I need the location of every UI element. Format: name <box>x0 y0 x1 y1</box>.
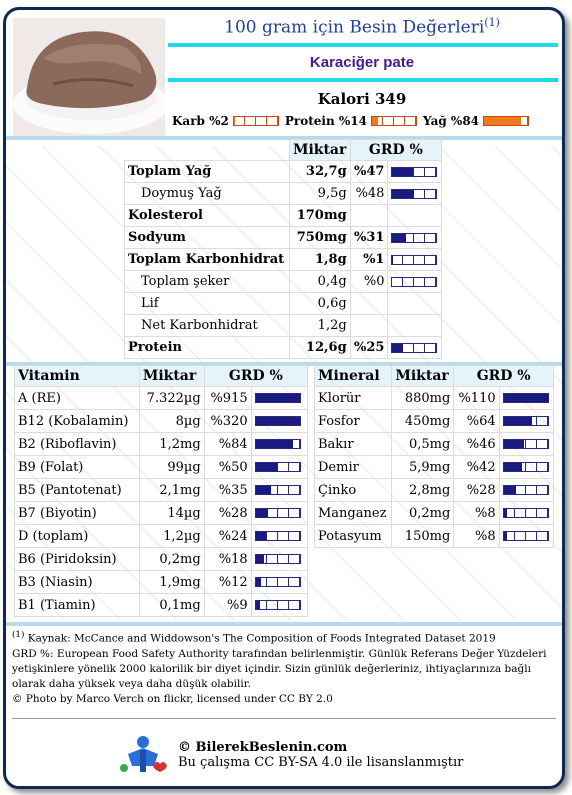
table-row <box>15 502 308 525</box>
nutrient-pct: %31 <box>350 227 388 249</box>
table-row <box>315 433 554 456</box>
nutrient-amount: 150mg <box>392 525 454 548</box>
nutrient-amount: 0,4g <box>289 271 350 293</box>
macro-label: Yağ %84 <box>422 114 480 128</box>
nutrient-name: Toplam Karbonhidrat <box>125 249 290 271</box>
nutrient-amount: 7.322µg <box>139 387 204 410</box>
grd-bar <box>255 577 301 587</box>
nutrient-pct: %47 <box>350 161 388 183</box>
nutrient-name: B9 (Folat) <box>15 456 140 479</box>
table-row <box>15 548 308 571</box>
nutrient-bar-cell <box>251 479 307 502</box>
nutrient-bar-cell <box>251 594 307 617</box>
grd-bar <box>255 462 301 472</box>
nutrient-bar-cell <box>499 525 553 548</box>
table-row <box>15 525 308 548</box>
grd-bar <box>391 255 437 265</box>
nutrient-bar-cell <box>499 456 553 479</box>
nutrient-name: B6 (Piridoksin) <box>15 548 140 571</box>
nutrient-amount: 0,2mg <box>392 502 454 525</box>
col-vitamin: Vitamin <box>15 366 140 387</box>
nutrient-bar-cell <box>388 315 442 337</box>
nutrient-bar-cell <box>499 410 553 433</box>
grd-note: GRD %: European Food Safety Authority tarafından belirlenmiştir. Günlük Referans Değer Yüzdeleri yetişkinlere yönelik 2000 kalorilik bir diyet içindir. Sizin günlük değerleriniz, ihtiyaçlarınıza bağlı olarak daha yüksek veya daha düşük olabilir. <box>12 647 547 690</box>
nutrient-name: Çinko <box>315 479 392 502</box>
grd-bar <box>391 189 437 199</box>
nutrient-name: B3 (Niasin) <box>15 571 140 594</box>
macro-bar <box>483 116 529 126</box>
nutrient-pct: %84 <box>204 433 251 456</box>
nutrient-amount: 99µg <box>139 456 204 479</box>
macro-bar <box>233 116 279 126</box>
nutrient-pct: %110 <box>454 387 499 410</box>
nutrient-name: Demir <box>315 456 392 479</box>
grd-bar <box>255 439 301 449</box>
grd-bar <box>391 343 437 353</box>
nutrient-name: D (toplam) <box>15 525 140 548</box>
macro-item <box>285 114 417 128</box>
nutrient-name: B5 (Pantotenat) <box>15 479 140 502</box>
nutrient-name: A (RE) <box>15 387 140 410</box>
nutrient-name: Net Karbonhidrat <box>125 315 290 337</box>
license-text: Bu çalışma CC BY-SA 4.0 ile lisanslanmıştır <box>178 755 464 770</box>
grd-bar <box>255 416 301 426</box>
nutrient-pct <box>350 293 388 315</box>
nutrient-name: Bakır <box>315 433 392 456</box>
food-underline <box>168 78 558 82</box>
grd-bar <box>255 508 301 518</box>
page-title: 100 gram için Besin Değerleri$^{(1)}$ <box>224 16 500 38</box>
nutrient-amount: 1,2g <box>289 315 350 337</box>
table-row <box>125 161 442 183</box>
main-nutrient-table <box>124 139 442 359</box>
table-row <box>125 337 442 359</box>
table-row <box>315 525 554 548</box>
nutrient-name: B1 (Tiamin) <box>15 594 140 617</box>
table-row <box>315 502 554 525</box>
table-row <box>15 387 308 410</box>
nutrient-amount: 0,6g <box>289 293 350 315</box>
nutrient-amount: 1,8g <box>289 249 350 271</box>
nutrient-bar-cell <box>388 337 442 359</box>
nutrient-amount: 0,2mg <box>139 548 204 571</box>
nutrient-name: B7 (Biyotin) <box>15 502 140 525</box>
nutrient-pct: %28 <box>204 502 251 525</box>
nutrient-bar-cell <box>251 433 307 456</box>
nutrient-bar-cell <box>388 205 442 227</box>
nutrient-bar-cell <box>388 161 442 183</box>
grd-bar <box>255 600 301 610</box>
food-name: Karaciğer pate <box>309 54 415 71</box>
mineral-table <box>314 365 554 548</box>
nutrient-bar-cell <box>499 479 553 502</box>
nutrient-amount: 2,8mg <box>392 479 454 502</box>
grd-bar <box>503 485 549 495</box>
nutrient-pct: %28 <box>454 479 499 502</box>
nutrient-bar-cell <box>251 548 307 571</box>
grd-bar <box>255 393 301 403</box>
table-row <box>315 456 554 479</box>
nutrition-card <box>3 7 565 789</box>
nutrient-name: Klorür <box>315 387 392 410</box>
macro-item <box>172 114 279 128</box>
grd-bar <box>503 462 549 472</box>
nutrient-name: Kolesterol <box>125 205 290 227</box>
macro-summary <box>172 114 562 128</box>
source-note: $^{(1)}$ Kaynak: McCance and Widdowson's The Composition of Foods Integrated Dataset 2019 <box>12 630 496 645</box>
table-row <box>125 315 442 337</box>
table-row <box>125 183 442 205</box>
nutrient-pct: %48 <box>350 183 388 205</box>
nutrient-name: Sodyum <box>125 227 290 249</box>
nutrient-amount: 8µg <box>139 410 204 433</box>
col-amount: Miktar <box>392 366 454 387</box>
nutrient-amount: 0,5mg <box>392 433 454 456</box>
nutrient-pct: %42 <box>454 456 499 479</box>
nutrient-name: Lif <box>125 293 290 315</box>
nutrient-name: Potasyum <box>315 525 392 548</box>
nutrient-pct: %9 <box>204 594 251 617</box>
title-underline <box>168 43 558 47</box>
nutrient-pct: %12 <box>204 571 251 594</box>
nutrient-amount: 14µg <box>139 502 204 525</box>
nutrient-pct: %8 <box>454 525 499 548</box>
table-row <box>315 479 554 502</box>
divider <box>6 622 562 626</box>
nutrient-bar-cell <box>499 433 553 456</box>
nutrient-amount: 1,2mg <box>139 433 204 456</box>
nutrient-pct: %0 <box>350 271 388 293</box>
nutrient-bar-cell <box>251 456 307 479</box>
footer-notes <box>12 628 556 707</box>
table-row <box>125 249 442 271</box>
nutrient-bar-cell <box>251 502 307 525</box>
brand-block <box>178 740 463 770</box>
nutrient-amount: 2,1mg <box>139 479 204 502</box>
macro-item <box>423 114 529 128</box>
nutrient-bar-cell <box>251 571 307 594</box>
col-grd: GRD % <box>454 366 554 387</box>
nutrient-name: Doymuş Yağ <box>125 183 290 205</box>
nutrient-amount: 1,2µg <box>139 525 204 548</box>
table-row <box>315 410 554 433</box>
table-row <box>15 410 308 433</box>
nutrient-pct: %320 <box>204 410 251 433</box>
nutrient-bar-cell <box>388 293 442 315</box>
table-row <box>15 571 308 594</box>
nutrient-name: B2 (Riboflavin) <box>15 433 140 456</box>
nutrient-bar-cell <box>499 387 553 410</box>
food-photo <box>13 18 165 136</box>
nutrient-pct: %18 <box>204 548 251 571</box>
nutrient-amount: 0,1mg <box>139 594 204 617</box>
nutrient-pct <box>350 315 388 337</box>
nutrient-pct: %1 <box>350 249 388 271</box>
macro-bar <box>371 116 417 126</box>
nutrient-amount: 450mg <box>392 410 454 433</box>
col-mineral: Mineral <box>315 366 392 387</box>
nutrient-pct: %25 <box>350 337 388 359</box>
col-amount: Miktar <box>289 140 350 161</box>
nutrient-name: Fosfor <box>315 410 392 433</box>
nutrient-amount: 12,6g <box>289 337 350 359</box>
nutrient-amount: 170mg <box>289 205 350 227</box>
nutrient-bar-cell <box>388 183 442 205</box>
nutrient-pct <box>350 205 388 227</box>
nutrient-amount: 880mg <box>392 387 454 410</box>
nutrient-amount: 750mg <box>289 227 350 249</box>
footer-divider <box>12 718 556 719</box>
nutrient-pct: %915 <box>204 387 251 410</box>
nutrient-bar-cell <box>251 410 307 433</box>
nutrient-bar-cell <box>388 271 442 293</box>
table-row <box>15 479 308 502</box>
grd-bar <box>503 416 549 426</box>
grd-bar <box>255 531 301 541</box>
nutrient-pct: %24 <box>204 525 251 548</box>
grd-bar <box>503 508 549 518</box>
nutrient-pct: %50 <box>204 456 251 479</box>
vitamin-table <box>14 365 308 617</box>
nutrient-pct: %46 <box>454 433 499 456</box>
photo-credit: © Photo by Marco Verch on flickr, licensed under CC BY 2.0 <box>12 692 333 705</box>
calories-label: Kalori 349 <box>317 90 407 108</box>
site-logo-icon <box>116 732 170 776</box>
nutrient-amount: 1,9mg <box>139 571 204 594</box>
col-grd: GRD % <box>350 140 441 161</box>
grd-bar <box>503 531 549 541</box>
table-row <box>125 227 442 249</box>
nutrient-name: Toplam Yağ <box>125 161 290 183</box>
table-row <box>15 433 308 456</box>
grd-bar <box>391 233 437 243</box>
nutrient-pct: %8 <box>454 502 499 525</box>
grd-bar <box>503 393 549 403</box>
site-name[interactable]: © BilerekBeslenin.com <box>178 740 348 755</box>
grd-bar <box>391 277 437 287</box>
nutrient-name: Toplam şeker <box>125 271 290 293</box>
table-row <box>15 594 308 617</box>
col-grd: GRD % <box>204 366 307 387</box>
table-row <box>125 293 442 315</box>
nutrient-bar-cell <box>499 502 553 525</box>
table-row <box>125 271 442 293</box>
nutrient-amount: 32,7g <box>289 161 350 183</box>
table-row <box>15 456 308 479</box>
table-row <box>125 205 442 227</box>
macro-label: Protein %14 <box>284 114 367 128</box>
nutrient-pct: %35 <box>204 479 251 502</box>
grd-bar <box>503 439 549 449</box>
grd-bar <box>255 554 301 564</box>
nutrient-bar-cell <box>251 387 307 410</box>
nutrient-bar-cell <box>388 227 442 249</box>
nutrient-amount: 5,9mg <box>392 456 454 479</box>
nutrient-name: B12 (Kobalamin) <box>15 410 140 433</box>
col-amount: Miktar <box>139 366 204 387</box>
grd-bar <box>391 167 437 177</box>
nutrient-bar-cell <box>388 249 442 271</box>
nutrient-pct: %64 <box>454 410 499 433</box>
macro-label: Karb %2 <box>172 114 229 128</box>
nutrient-name: Protein <box>125 337 290 359</box>
nutrient-name: Manganez <box>315 502 392 525</box>
nutrient-bar-cell <box>251 525 307 548</box>
grd-bar <box>255 485 301 495</box>
table-row <box>315 387 554 410</box>
nutrient-amount: 9,5g <box>289 183 350 205</box>
